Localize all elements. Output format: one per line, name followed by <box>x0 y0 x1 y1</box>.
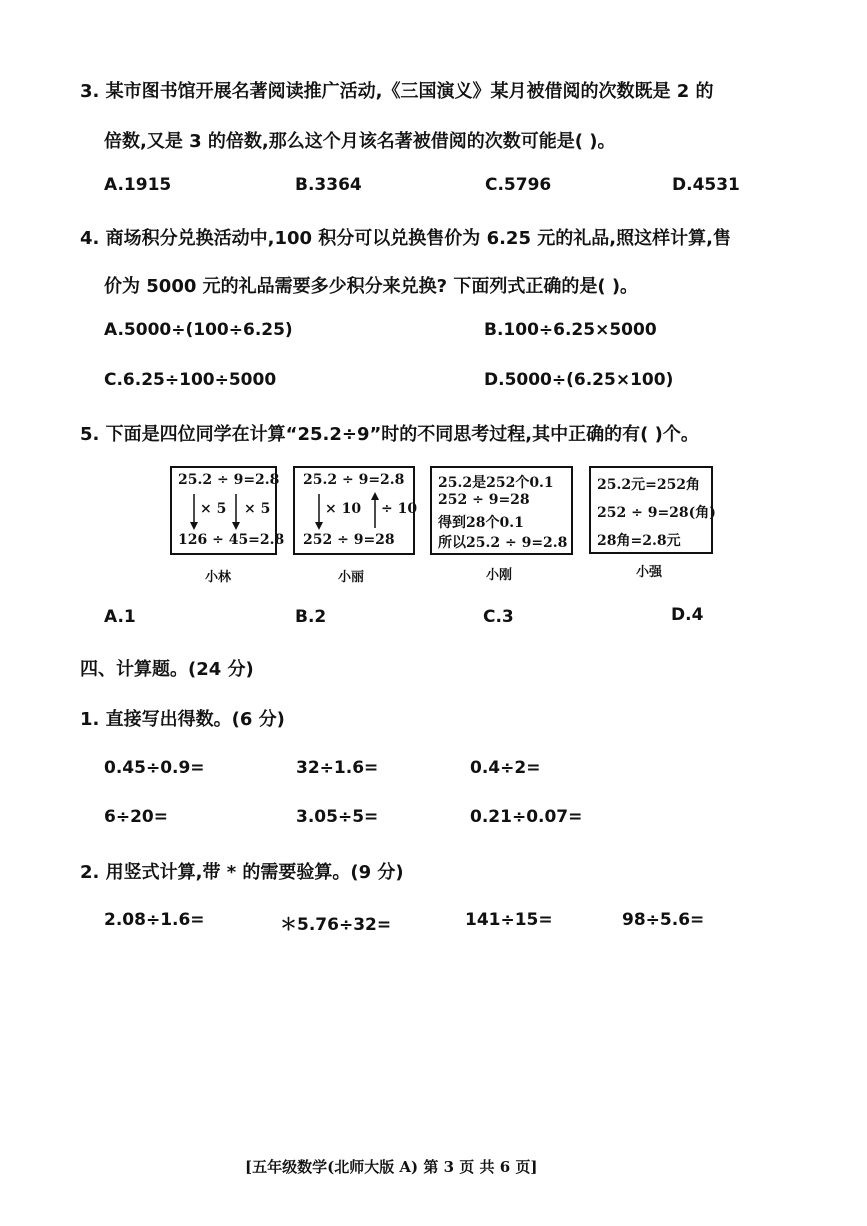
xiaogang-name: 小刚 <box>486 568 513 583</box>
xiaoqiang-line-2: 252 ÷ 9=28(角) <box>597 505 716 521</box>
q4-option-c: C.6.25÷100÷5000 <box>104 370 277 390</box>
oral-calc-4: 6÷20= <box>104 807 168 827</box>
vertical-calc-2: ＊5.76÷32= <box>280 915 392 935</box>
xiaolin-right-op: × 5 <box>244 501 271 517</box>
section-4-sub2-title: 2. 用竖式计算,带 * 的需要验算。(9 分) <box>80 862 404 883</box>
q3-option-c: C.5796 <box>485 175 552 195</box>
page-footer: [五年级数学(北师大版 A) 第 3 页 共 6 页] <box>245 1158 538 1176</box>
thinking-box-xiaogang <box>430 466 573 555</box>
q5-option-b: B.2 <box>295 607 327 627</box>
q5-option-c: C.3 <box>483 607 514 627</box>
xiaoli-right-op: ÷ 10 <box>381 501 418 517</box>
xiaoli-up-arrow-icon <box>371 492 379 528</box>
oral-calc-2: 32÷1.6= <box>296 758 379 778</box>
oral-calc-6: 0.21÷0.07= <box>470 807 583 827</box>
oral-calc-1: 0.45÷0.9= <box>104 758 205 778</box>
xiaoli-name: 小丽 <box>338 570 365 585</box>
xiaogang-line-1: 25.2是252个0.1 <box>438 475 554 491</box>
q4-line1: 4. 商场积分兑换活动中,100 积分可以兑换售价为 6.25 元的礼品,照这样计算,售 <box>80 228 731 249</box>
vertical-calc-1: 2.08÷1.6= <box>104 910 205 930</box>
q3-option-a: A.1915 <box>104 175 172 195</box>
xiaoqiang-line-3: 28角=2.8元 <box>597 533 681 549</box>
q3-option-b: B.3364 <box>295 175 362 195</box>
q4-option-b: B.100÷6.25×5000 <box>484 320 657 340</box>
thinking-box-xiaoqiang <box>589 466 716 554</box>
xiaogang-line-2: 252 ÷ 9=28 <box>438 492 530 508</box>
q5-line1: 5. 下面是四位同学在计算“25.2÷9”时的不同思考过程,其中正确的有( )个。 <box>80 424 699 445</box>
q3-line1: 3. 某市图书馆开展名著阅读推广活动,《三国演义》某月被借阅的次数既是 2 的 <box>80 81 714 102</box>
xiaoqiang-name: 小强 <box>636 565 663 580</box>
xiaolin-top-equation: 25.2 ÷ 9=2.8 <box>178 472 280 488</box>
xiaolin-down-arrow-left-icon <box>190 494 198 530</box>
section-4-sub1-title: 1. 直接写出得数。(6 分) <box>80 709 285 730</box>
oral-calc-5: 3.05÷5= <box>296 807 379 827</box>
xiaoli-top-equation: 25.2 ÷ 9=2.8 <box>303 472 405 488</box>
thinking-box-xiaolin <box>170 466 285 555</box>
xiaoli-left-op: × 10 <box>325 501 362 517</box>
xiaogang-line-4: 所以25.2 ÷ 9=2.8 <box>438 535 568 551</box>
q4-option-d: D.5000÷(6.25×100) <box>484 370 674 390</box>
vertical-calc-3: 141÷15= <box>465 910 553 930</box>
xiaolin-left-op: × 5 <box>200 501 227 517</box>
q3-line2: 倍数,又是 3 的倍数,那么这个月该名著被借阅的次数可能是( )。 <box>104 131 616 152</box>
thinking-box-xiaoli <box>293 466 418 555</box>
q4-line2: 价为 5000 元的礼品需要多少积分来兑换? 下面列式正确的是( )。 <box>104 276 639 297</box>
xiaolin-bottom-equation: 126 ÷ 45=2.8 <box>178 532 285 548</box>
q3-option-d: D.4531 <box>672 175 740 195</box>
q5-option-a: A.1 <box>104 607 136 627</box>
xiaoqiang-line-1: 25.2元=252角 <box>597 477 701 493</box>
q5-option-d: D.4 <box>671 605 704 625</box>
xiaoli-bottom-equation: 252 ÷ 9=28 <box>303 532 395 548</box>
xiaolin-down-arrow-right-icon <box>232 494 240 530</box>
xiaoli-down-arrow-icon <box>315 494 323 530</box>
xiaogang-line-3: 得到28个0.1 <box>438 515 524 531</box>
q4-option-a: A.5000÷(100÷6.25) <box>104 320 293 340</box>
vertical-calc-4: 98÷5.6= <box>622 910 705 930</box>
xiaolin-name: 小林 <box>205 570 232 585</box>
oral-calc-3: 0.4÷2= <box>470 758 541 778</box>
section-4-title: 四、计算题。(24 分) <box>80 659 254 680</box>
